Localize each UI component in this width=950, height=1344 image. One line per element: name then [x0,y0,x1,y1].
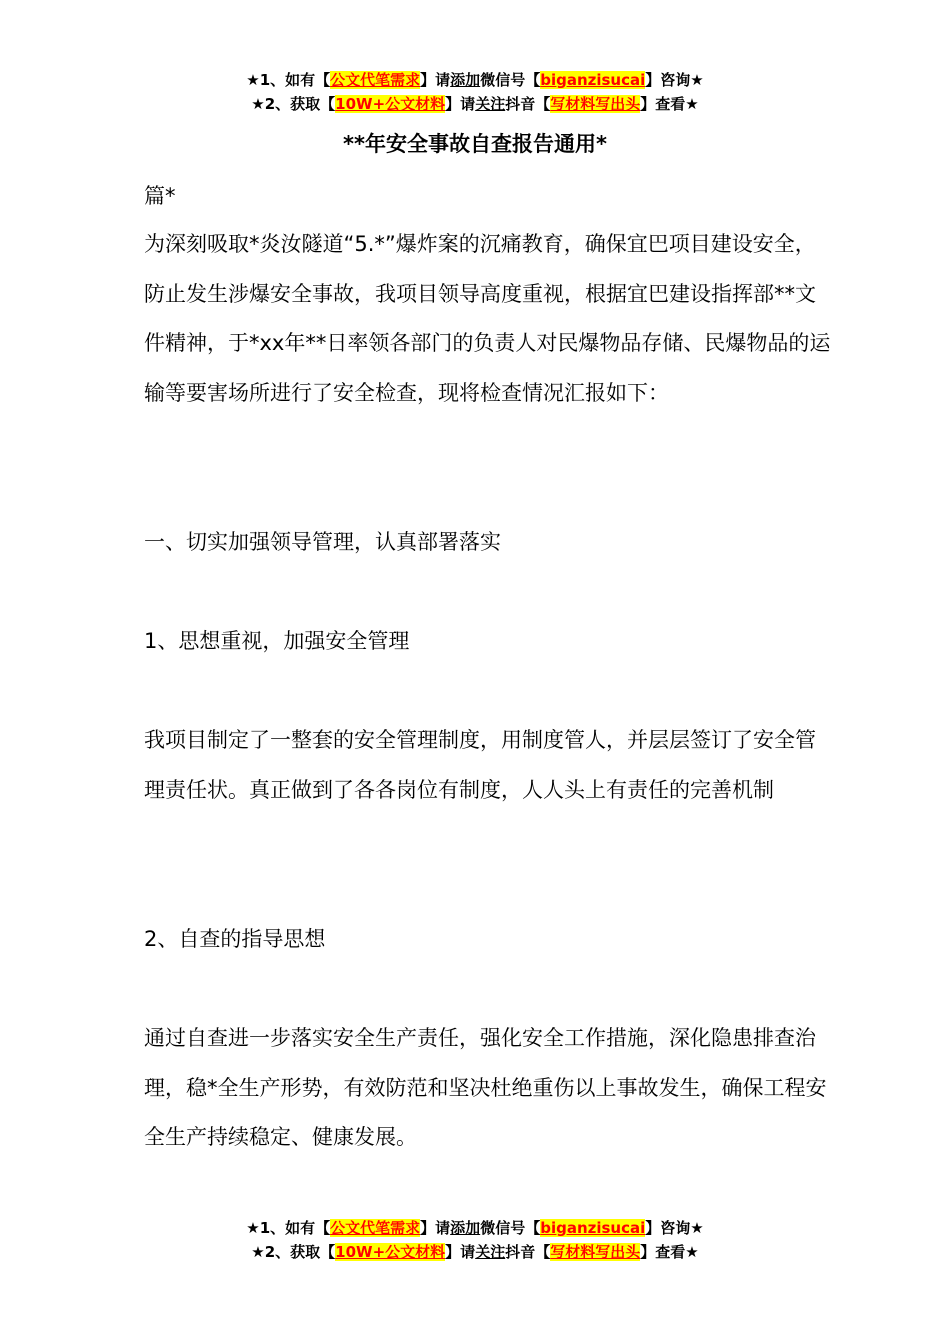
promo-text: 抖音【 [505,1243,551,1261]
promo-text: 微信号【 [480,1219,541,1237]
star-icon: ★ [251,95,265,113]
promo-text: 1、如有【 [259,1219,331,1237]
promo-line-2 [0,92,950,116]
promo-text: 】查看 [640,95,686,113]
item-paragraph: 我项目制定了一整套的安全管理制度，用制度管人，并层层签订了安全管理责任状。真正做到了各各岗位有制度，人人头上有责任的完善机制 [144,728,816,802]
promo-highlight: 公文代笔需求 [330,71,421,89]
star-icon: ★ [685,95,699,113]
promo-text: 2、获取【 [264,1243,336,1261]
promo-text: 】咨询 [645,71,691,89]
intro-paragraph: 为深刻吸取*炎汝隧道“5.*”爆炸案的沉痛教育，确保宜巴项目建设安全，防止发生涉爆安全事故，我项目领导高度重视，根据宜巴建设指挥部**文件精神，于*xx年**日率领各部门的负责人对民爆物品存储、民爆物品的运输等要害场所进行了安全检查，现将检查情况汇报如下： [144,232,831,405]
promo-text: 】请 [445,1243,476,1261]
promo-highlight: 10W+公文材料 [335,95,446,113]
promo-underline: 添加 [450,71,481,89]
promo-line-2 [0,1240,950,1264]
promo-text: 微信号【 [480,71,541,89]
promo-text: 抖音【 [505,95,551,113]
pian-label: 篇* [144,184,176,208]
promo-highlight: 10W+公文材料 [335,1243,446,1261]
promo-text: 】咨询 [645,1219,691,1237]
promo-text: 】查看 [640,1243,686,1261]
wechat-id: biganzisucai [540,1219,646,1237]
douyin-id: 写材料写出头 [550,1243,641,1261]
item-heading: 2、自查的指导思想 [144,927,326,951]
promo-banner-top [0,68,950,116]
star-icon: ★ [246,1219,260,1237]
item-heading: 1、思想重视，加强安全管理 [144,629,410,653]
promo-text: 】请 [420,1219,451,1237]
star-icon: ★ [246,71,260,89]
promo-highlight: 公文代笔需求 [330,1219,421,1237]
promo-text: 】请 [420,71,451,89]
document-title: **年安全事故自查报告通用* [343,132,607,156]
promo-banner-bottom [0,1216,950,1264]
star-icon: ★ [690,1219,704,1237]
promo-underline: 关注 [475,95,506,113]
promo-line-1 [0,1216,950,1240]
promo-text: 1、如有【 [259,71,331,89]
promo-underline: 添加 [450,1219,481,1237]
item-paragraph: 通过自查进一步落实安全生产责任，强化安全工作措施，深化隐患排查治理，稳*全生产形势，有效防范和坚决杜绝重伤以上事故发生，确保工程安全生产持续稳定、健康发展。 [144,1026,827,1149]
promo-text: 2、获取【 [264,95,336,113]
promo-underline: 关注 [475,1243,506,1261]
star-icon: ★ [251,1243,265,1261]
promo-text: 】请 [445,95,476,113]
douyin-id: 写材料写出头 [550,95,641,113]
section-heading: 一、切实加强领导管理，认真部署落实 [144,530,501,554]
star-icon: ★ [690,71,704,89]
wechat-id: biganzisucai [540,71,646,89]
star-icon: ★ [685,1243,699,1261]
promo-line-1 [0,68,950,92]
